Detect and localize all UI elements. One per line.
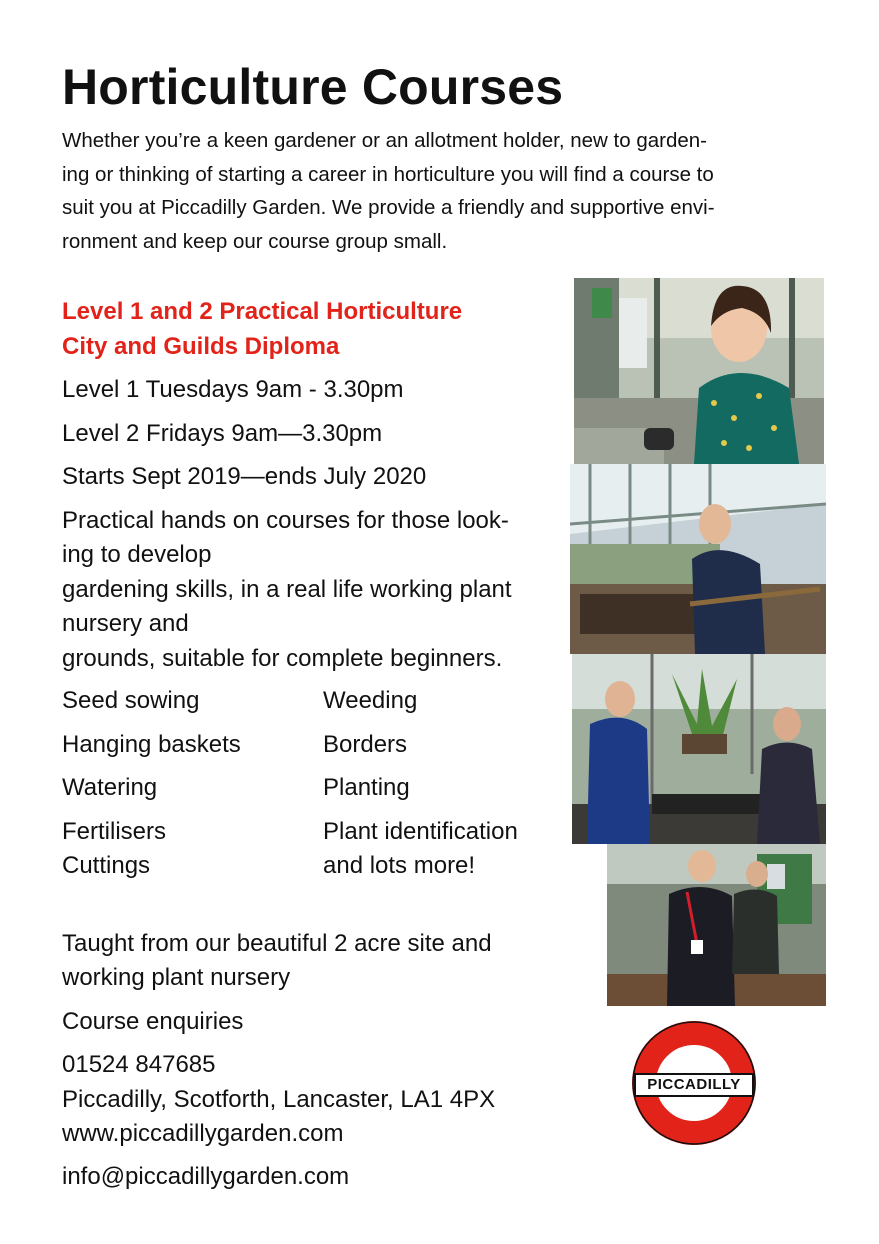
photo-students-potting xyxy=(572,654,826,844)
topic-item: Fertilisers xyxy=(62,818,167,845)
site-description-line: working plant nursery xyxy=(62,964,291,991)
description-line: nursery and xyxy=(62,610,189,637)
topic-item: Plant identification xyxy=(323,818,518,845)
topic-item: Borders xyxy=(323,731,408,758)
piccadilly-logo xyxy=(628,1020,760,1146)
topic-item: Seed sowing xyxy=(62,687,200,714)
schedule-dates: Starts Sept 2019—ends July 2020 xyxy=(62,463,427,490)
course-heading-line-1: Level 1 and 2 Practical Horticulture xyxy=(62,298,463,325)
logo-text: PICCADILLY xyxy=(634,1073,754,1097)
topic-item: Weeding xyxy=(323,687,418,714)
description-line: grounds, suitable for complete beginners. xyxy=(62,645,503,672)
email-link[interactable]: info@piccadillygarden.com xyxy=(62,1163,350,1190)
intro-line: suit you at Piccadilly Garden. We provide a friendly and supportive envi- xyxy=(62,196,715,219)
description-line: ing to develop xyxy=(62,541,212,568)
phone-number: 01524 847685 xyxy=(62,1051,216,1078)
enquiries-label: Course enquiries xyxy=(62,1008,244,1035)
photo-tutor-greenhouse xyxy=(574,278,824,464)
topic-item: Watering xyxy=(62,774,158,801)
description-line: gardening skills, in a real life working plant xyxy=(62,576,512,603)
intro-line: ronment and keep our course group small. xyxy=(62,229,448,253)
topic-item: Planting xyxy=(323,774,410,801)
photo-volunteers-bench xyxy=(607,844,826,1006)
schedule-level-2: Level 2 Fridays 9am—3.30pm xyxy=(62,420,383,447)
photo-student-raking xyxy=(570,464,826,654)
topic-item: and lots more! xyxy=(323,852,476,879)
page-title: Horticulture Courses xyxy=(62,59,564,115)
site-description-line: Taught from our beautiful 2 acre site and xyxy=(62,930,492,957)
topic-item: Hanging baskets xyxy=(62,731,241,758)
intro-line: Whether you’re a keen gardener or an allotment holder, new to garden- xyxy=(62,129,707,152)
schedule-level-1: Level 1 Tuesdays 9am - 3.30pm xyxy=(62,376,404,403)
intro-paragraph xyxy=(62,124,822,258)
topic-item: Cuttings xyxy=(62,852,151,879)
website-link[interactable]: www.piccadillygarden.com xyxy=(62,1120,344,1147)
description-line: Practical hands on courses for those look- xyxy=(62,507,509,534)
intro-line: ing or thinking of starting a career in horticulture you will find a course to xyxy=(62,162,714,186)
course-heading-line-2: City and Guilds Diploma xyxy=(62,333,340,360)
address: Piccadilly, Scotforth, Lancaster, LA1 4PX xyxy=(62,1086,496,1113)
